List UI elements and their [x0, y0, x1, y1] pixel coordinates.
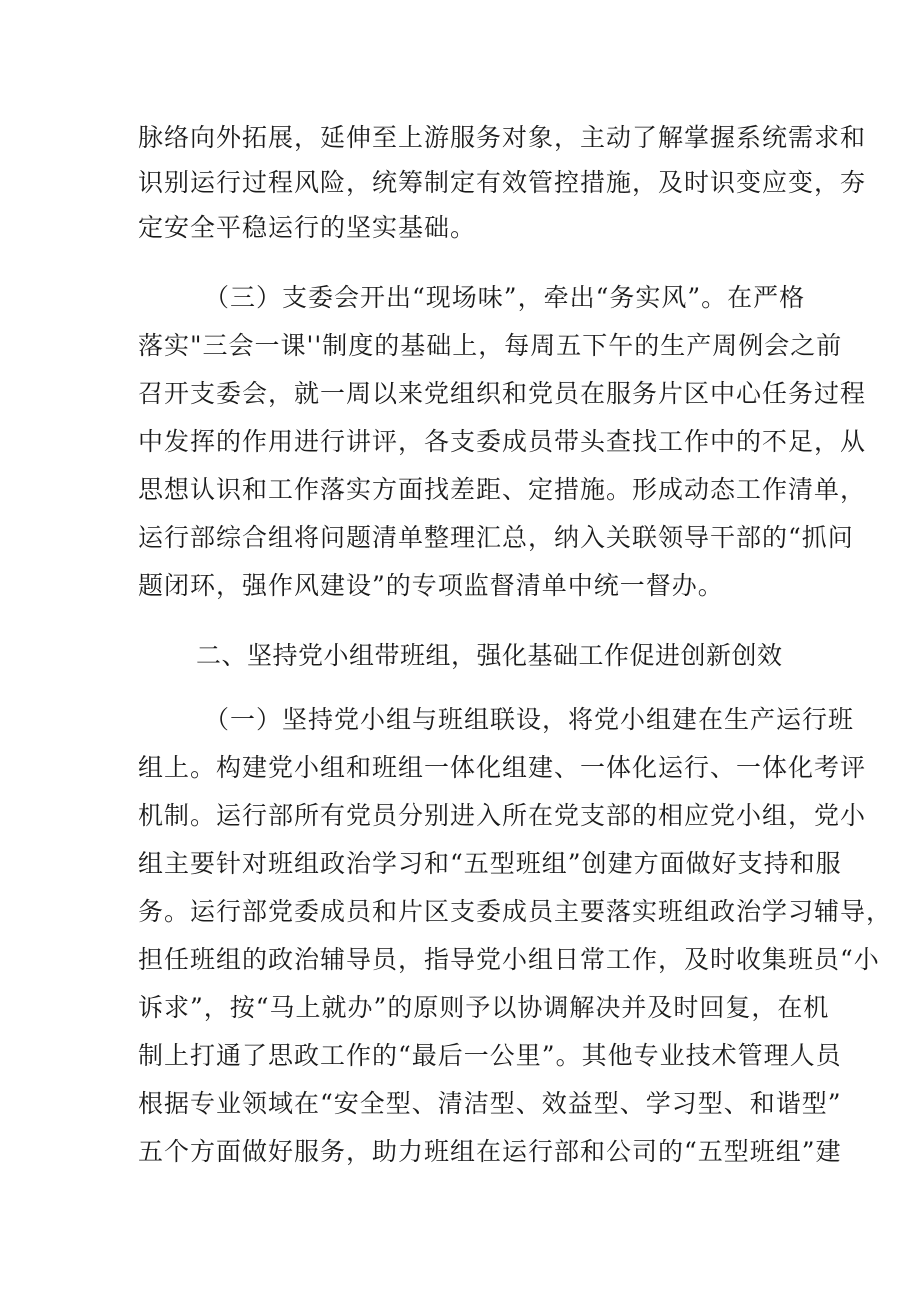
paragraph-3-line-6: 担任班组的政治辅导员，指导党小组日常工作，及时收集班员“小 [138, 945, 880, 974]
paragraph-2-line-5: 思想认识和工作落实方面找差距、定措施。形成动态工作清单， [138, 475, 867, 504]
paragraph-3-line-2: 组上。构建党小组和班组一体化组建、一体化运行、一体化考评 [138, 753, 867, 782]
paragraph-2-line-2: 落实"三会一课''制度的基础上，每周五下午的生产周例会之前 [138, 331, 843, 360]
paragraph-3-line-9: 根据专业领域在“安全型、清洁型、效益型、学习型、和谐型” [138, 1089, 842, 1118]
paragraph-1-line-2: 识别运行过程风险，统筹制定有效管控措施，及时识变应变，夯 [138, 168, 867, 197]
paragraph-3-line-8: 制上打通了思政工作的“最后一公里”。其他专业技术管理人员 [138, 1041, 842, 1070]
paragraph-3-line-3: 机制。运行部所有党员分别进入所在党支部的相应党小组，党小 [138, 801, 867, 830]
paragraph-3-line-5: 务。运行部党委成员和片区支委成员主要落实班组政治学习辅导， [138, 897, 893, 926]
section-heading: 二、坚持党小组带班组，强化基础工作促进创新创效 [196, 641, 783, 670]
paragraph-2-line-1: （三）支委会开出“现场味”，牵出“务实风”。在严格 [204, 283, 806, 312]
paragraph-3-line-7: 诉求”，按“马上就办”的原则予以协调解决并及时回复，在机 [138, 993, 830, 1022]
paragraph-3-line-4: 组主要针对班组政治学习和“五型班组”创建方面做好支持和服 [138, 849, 842, 878]
paragraph-2-line-6: 运行部综合组将问题清单整理汇总，纳入关联领导干部的“抓问 [138, 523, 854, 552]
paragraph-3-line-1: （一）坚持党小组与班组联设，将党小组建在生产运行班 [204, 705, 855, 734]
paragraph-2-line-4: 中发挥的作用进行讲评，各支委成员带头查找工作中的不足，从 [138, 427, 867, 456]
paragraph-2-line-7: 题闭环，强作风建设”的专项监督清单中统一督办。 [138, 571, 724, 600]
paragraph-1-line-1: 脉络向外拓展，延伸至上游服务对象，主动了解掌握系统需求和 [138, 123, 867, 152]
paragraph-3-line-10: 五个方面做好服务，助力班组在运行部和公司的“五型班组”建 [138, 1137, 842, 1166]
paragraph-2-line-3: 召开支委会，就一周以来党组织和党员在服务片区中心任务过程 [138, 379, 867, 408]
paragraph-1-line-3: 定安全平稳运行的坚实基础。 [138, 213, 477, 242]
